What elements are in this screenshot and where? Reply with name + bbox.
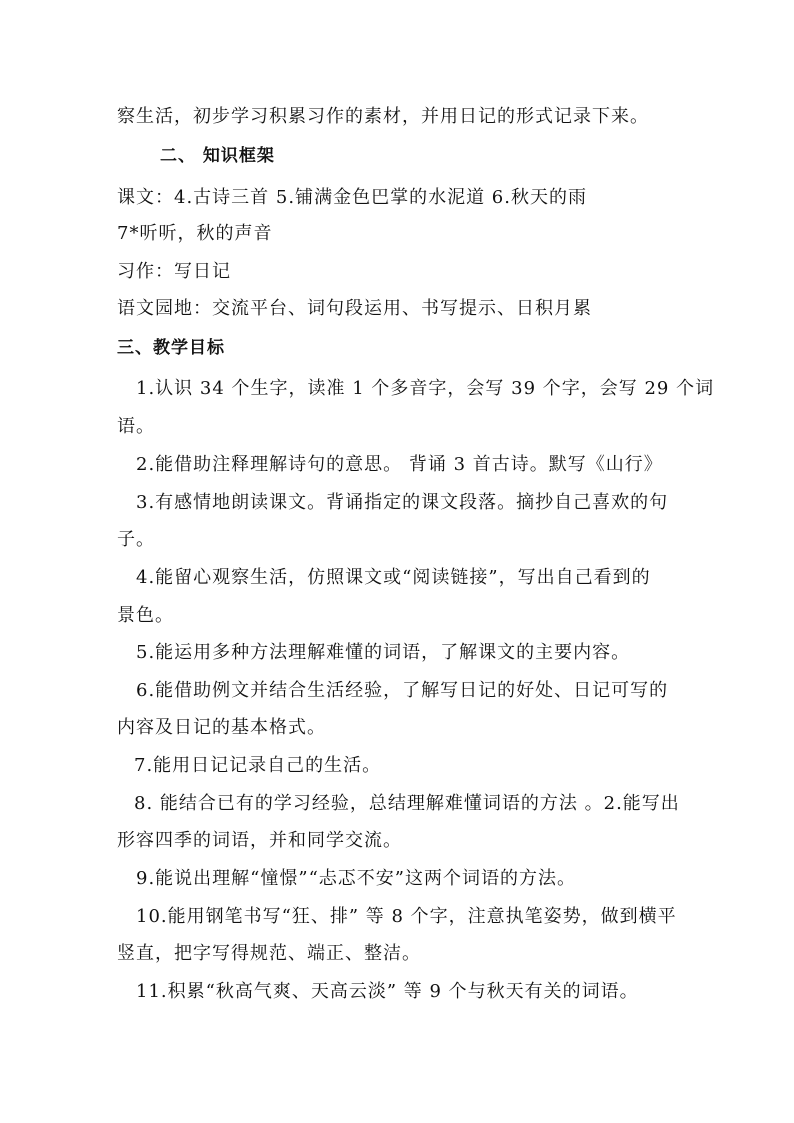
goal-item-continuation: 景色。	[117, 605, 174, 626]
goal-item: 2.能借助注释理解诗句的意思。 背诵 3 首古诗。默写《山行》	[136, 454, 663, 475]
section-heading-knowledge: 二、 知识框架	[160, 146, 275, 166]
goal-item: 8. 能结合已有的学习经验，总结理解难懂词语的方法 。2.能写出	[134, 793, 680, 814]
goal-item-continuation: 形容四季的词语，并和同学交流。	[117, 830, 402, 851]
goal-item-continuation: 语。	[117, 416, 155, 437]
goal-item: 5.能运用多种方法理解难懂的词语，了解课文的主要内容。	[136, 642, 631, 663]
goal-item: 7.能用日记记录自己的生活。	[134, 755, 382, 776]
goal-item: 6.能借助例文并结合生活经验，了解写日记的好处、日记可写的	[136, 680, 669, 701]
text-line: 习作：写日记	[117, 261, 231, 282]
goal-item-continuation: 竖直，把字写得规范、端正、整洁。	[117, 943, 421, 964]
goal-item-continuation: 子。	[117, 529, 155, 550]
goal-item: 10.能用钢笔书写“狂、排” 等 8 个字，注意执笔姿势，做到横平	[136, 906, 677, 927]
goal-item-continuation: 内容及日记的基本格式。	[117, 717, 326, 738]
goal-item: 4.能留心观察生活，仿照课文或“阅读链接”，写出自己看到的	[136, 567, 651, 588]
goal-item: 1.认识 34 个生字，读准 1 个多音字，会写 39 个字，会写 29 个词	[136, 378, 715, 399]
text-line: 7*听听，秋的声音	[117, 223, 273, 244]
goal-item: 11.积累“秋高气爽、天高云淡” 等 9 个与秋天有关的词语。	[136, 981, 639, 1002]
goal-item: 9.能说出理解“憧憬”“忐忑不安”这两个词语的方法。	[136, 868, 576, 889]
text-line: 语文园地：交流平台、词句段运用、书写提示、日积月累	[117, 298, 592, 319]
text-line: 察生活，初步学习积累习作的素材，并用日记的形式记录下来。	[117, 106, 649, 127]
goal-item: 3.有感情地朗读课文。背诵指定的课文段落。摘抄自己喜欢的句	[136, 492, 669, 513]
section-heading-goals: 三、教学目标	[117, 338, 225, 358]
text-line: 课文：4.古诗三首 5.铺满金色巴掌的水泥道 6.秋天的雨	[117, 187, 587, 208]
